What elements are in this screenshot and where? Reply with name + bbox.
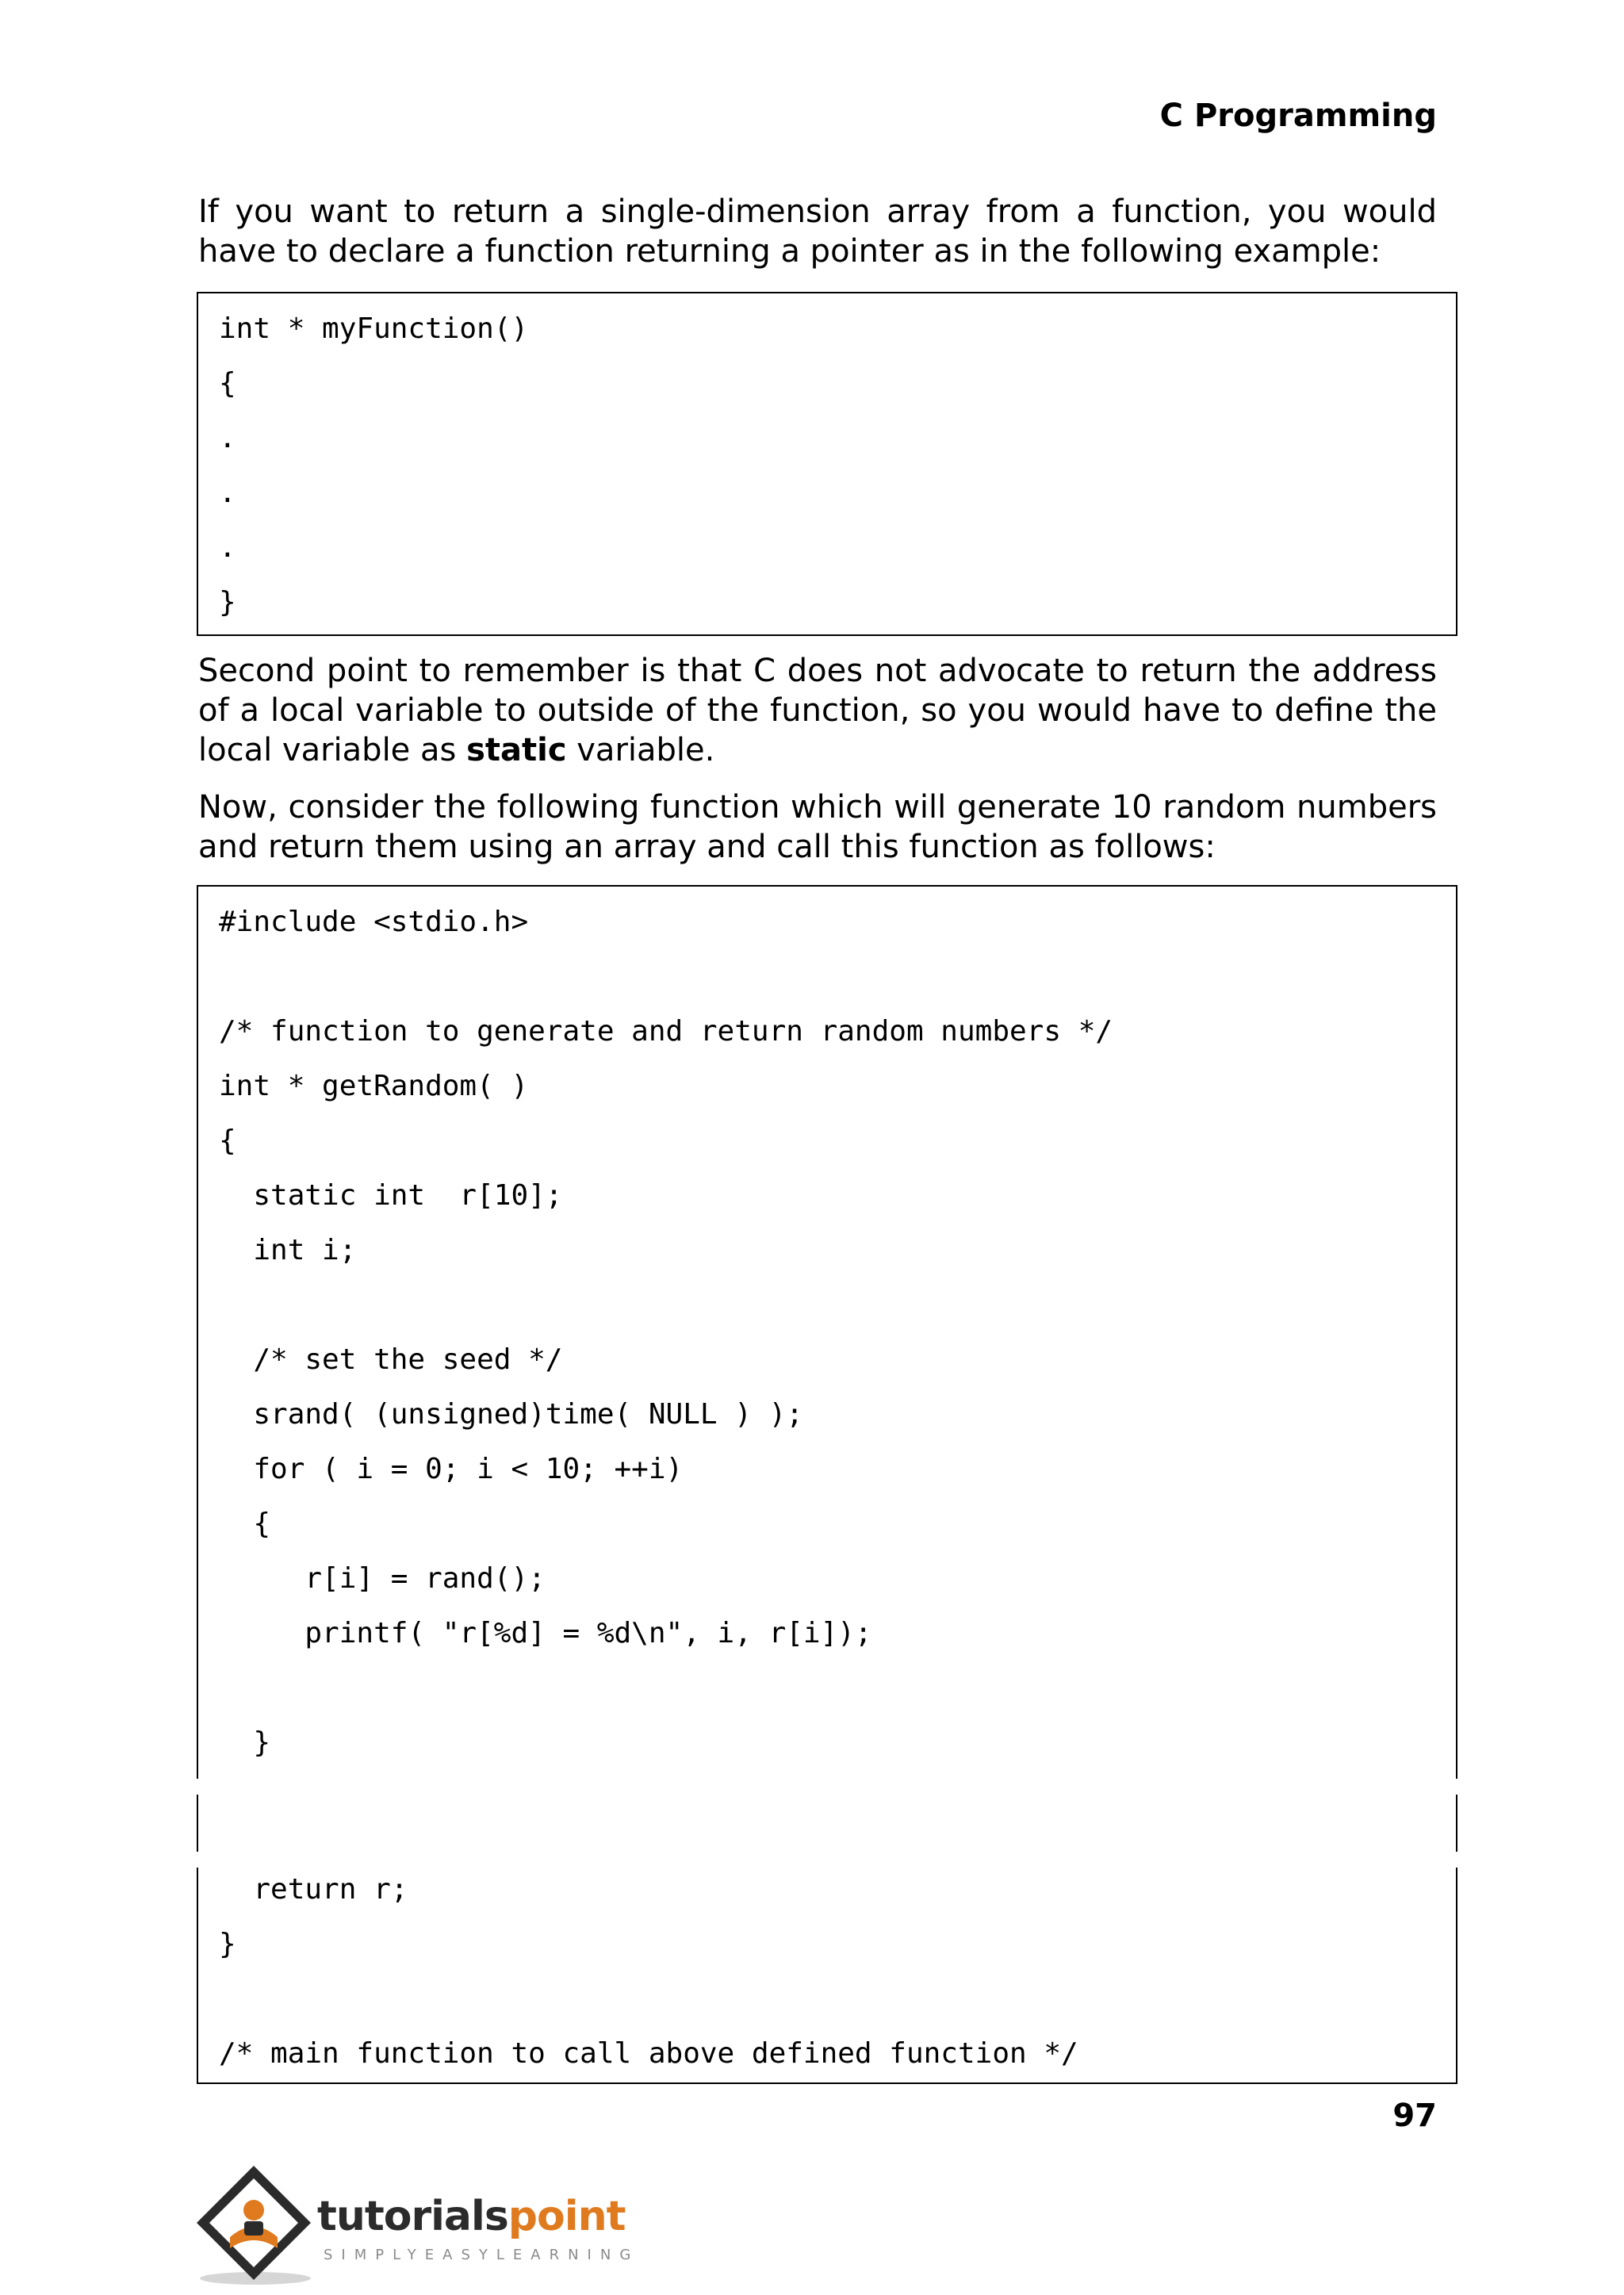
page-header-title: C Programming bbox=[1159, 98, 1437, 134]
code-line: /* function to generate and return random numbers */ bbox=[219, 1015, 1113, 1048]
code-line: . bbox=[219, 531, 236, 564]
code-line: static int r[10]; bbox=[219, 1179, 563, 1212]
paragraph-static-note bbox=[198, 651, 1437, 770]
code-block-myfunction bbox=[197, 292, 1457, 636]
code-line: srand( (unsigned)time( NULL ) ); bbox=[219, 1398, 803, 1431]
code-line: r[i] = rand(); bbox=[219, 1562, 546, 1595]
logo-word-point: point bbox=[508, 2193, 626, 2240]
logo-word-tutorials: tutorials bbox=[317, 2193, 508, 2240]
code-line: #include <stdio.h> bbox=[219, 906, 529, 938]
code-line: /* main function to call above defined function */ bbox=[219, 2037, 1078, 2070]
code-line: } bbox=[219, 1928, 236, 1960]
code-line: . bbox=[219, 477, 236, 509]
logo-diamond-icon bbox=[190, 2161, 317, 2288]
paragraph-text: variable. bbox=[566, 732, 715, 768]
paragraph-random-intro: Now, consider the following function which will generate 10 random numbers and return them using an array and call this function as follows: bbox=[198, 789, 1437, 865]
code-line: return r; bbox=[219, 1873, 408, 1906]
code-line: . bbox=[219, 422, 236, 454]
code-line: } bbox=[219, 586, 236, 619]
code-box-border-fragment bbox=[197, 1795, 198, 1852]
code-line: int * getRandom( ) bbox=[219, 1070, 529, 1102]
tutorialspoint-logo bbox=[190, 2161, 666, 2288]
code-line: } bbox=[219, 1726, 271, 1759]
code-line: /* set the seed */ bbox=[219, 1343, 563, 1376]
page-break-gap bbox=[190, 1852, 1467, 1868]
code-block-getrandom bbox=[197, 885, 1457, 2084]
code-line: int i; bbox=[219, 1234, 357, 1266]
logo-wordmark bbox=[317, 2193, 625, 2240]
page-number: 97 bbox=[1392, 2098, 1437, 2134]
code-line: { bbox=[219, 367, 236, 400]
keyword-static: static bbox=[466, 732, 567, 768]
code-line: printf( "r[%d] = %d\n", i, r[i]); bbox=[219, 1617, 872, 1649]
page-break-gap bbox=[190, 1779, 1467, 1795]
code-box-border-fragment bbox=[1456, 1795, 1457, 1852]
paragraph-intro: If you want to return a single-dimension array from a function, you would have to declare a function returning a pointer as in the following example: bbox=[198, 193, 1437, 270]
code-line: { bbox=[219, 1508, 271, 1540]
code-line: int * myFunction() bbox=[219, 312, 529, 345]
code-line: { bbox=[219, 1125, 236, 1157]
code-line: for ( i = 0; i < 10; ++i) bbox=[219, 1453, 684, 1485]
paragraph-text: Second point to remember is that C does not advocate to return the address of a local variable to outside of the function, so you would have to define the local variable as bbox=[198, 653, 1437, 768]
logo-tagline: SIMPLYEASYLEARNING bbox=[324, 2247, 640, 2263]
